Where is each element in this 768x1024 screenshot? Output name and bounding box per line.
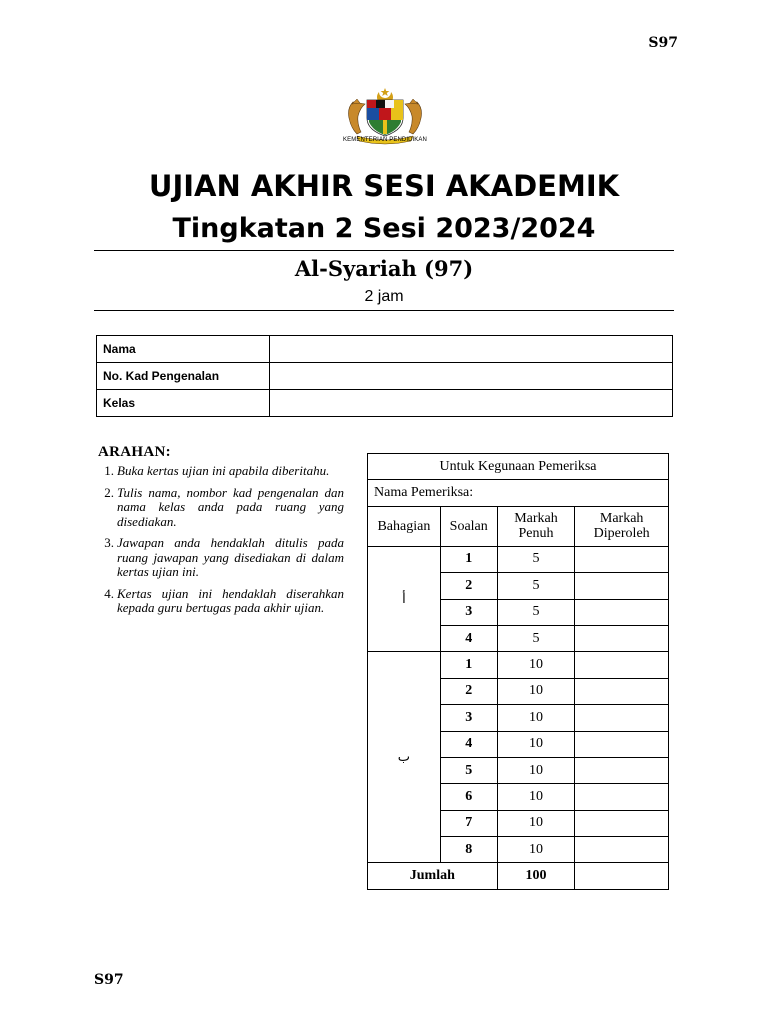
obtained-marks-cell[interactable] bbox=[575, 757, 669, 783]
obtained-marks-cell[interactable] bbox=[575, 837, 669, 863]
instruction-item bbox=[98, 587, 344, 616]
col-header-full-marks: Markah Penuh bbox=[497, 506, 575, 546]
section-label: أ bbox=[368, 546, 441, 652]
instruction-item bbox=[98, 486, 344, 530]
obtained-marks-cell[interactable] bbox=[575, 810, 669, 836]
info-row-name bbox=[97, 336, 673, 363]
instruction-number: 2. bbox=[104, 484, 114, 500]
col-header-question: Soalan bbox=[440, 506, 497, 546]
instructions-list bbox=[98, 464, 344, 616]
question-number: 2 bbox=[440, 573, 497, 599]
obtained-marks-cell[interactable] bbox=[575, 573, 669, 599]
question-number: 4 bbox=[440, 731, 497, 757]
examiner-name-label: Nama Pemeriksa: bbox=[368, 480, 669, 506]
exam-subtitle: Tingkatan 2 Sesi 2023/2024 bbox=[172, 213, 596, 244]
question-number: 5 bbox=[440, 757, 497, 783]
paper-code-bottom: S97 bbox=[94, 972, 124, 988]
full-marks: 5 bbox=[497, 573, 575, 599]
candidate-info-table bbox=[96, 335, 673, 417]
info-label: Kelas bbox=[97, 390, 270, 417]
instruction-text: Buka kertas ujian ini apabila diberitahu. bbox=[117, 463, 330, 478]
total-label: Jumlah bbox=[368, 863, 498, 889]
obtained-marks-cell[interactable] bbox=[575, 625, 669, 651]
question-number: 8 bbox=[440, 837, 497, 863]
instruction-number: 4. bbox=[104, 585, 114, 601]
question-number: 7 bbox=[440, 810, 497, 836]
instruction-number: 3. bbox=[104, 535, 114, 550]
obtained-marks-cell[interactable] bbox=[575, 784, 669, 810]
table-row bbox=[368, 546, 669, 572]
full-marks: 10 bbox=[497, 837, 575, 863]
col-header-obtained: Markah Diperoleh bbox=[575, 506, 669, 546]
paper-code-top: S97 bbox=[648, 35, 678, 51]
question-number: 3 bbox=[440, 599, 497, 625]
full-marks: 5 bbox=[497, 546, 575, 572]
section-label: ب bbox=[368, 652, 441, 863]
instruction-text: Tulis nama, nombor kad pengenalan dan nama kelas anda pada ruang yang disediakan. bbox=[117, 484, 344, 529]
full-marks: 10 bbox=[497, 810, 575, 836]
info-row-class bbox=[97, 390, 673, 417]
divider-top bbox=[94, 250, 674, 251]
info-label: Nama bbox=[97, 336, 270, 363]
full-marks: 10 bbox=[497, 705, 575, 731]
full-marks: 5 bbox=[497, 625, 575, 651]
total-full-marks: 100 bbox=[497, 863, 575, 889]
subject-title: Al-Syariah (97) bbox=[294, 256, 474, 281]
instruction-text: Jawapan anda hendaklah ditulis pada ruang jawapan yang disediakan di dalam kertas ujian ini. bbox=[117, 535, 344, 579]
obtained-marks-cell[interactable] bbox=[575, 599, 669, 625]
obtained-marks-cell[interactable] bbox=[575, 546, 669, 572]
examiner-marks-table bbox=[367, 453, 669, 890]
name-field[interactable] bbox=[270, 336, 673, 363]
info-row-ic bbox=[97, 363, 673, 390]
ministry-caption: KEMENTERIAN PENDIDIKAN bbox=[343, 137, 427, 143]
marks-table-body bbox=[368, 546, 669, 863]
total-obtained-cell[interactable] bbox=[575, 863, 669, 889]
full-marks: 10 bbox=[497, 757, 575, 783]
full-marks: 10 bbox=[497, 731, 575, 757]
exam-title: UJIAN AKHIR SESI AKADEMIK bbox=[148, 169, 620, 203]
full-marks: 5 bbox=[497, 599, 575, 625]
question-number: 6 bbox=[440, 784, 497, 810]
question-number: 2 bbox=[440, 678, 497, 704]
question-number: 1 bbox=[440, 546, 497, 572]
obtained-marks-cell[interactable] bbox=[575, 705, 669, 731]
instruction-item bbox=[98, 464, 344, 479]
ic-number-field[interactable] bbox=[270, 363, 673, 390]
instruction-text: Kertas ujian ini hendaklah diserahkan kepada guru bertugas pada akhir ujian. bbox=[117, 585, 344, 615]
question-number: 4 bbox=[440, 625, 497, 651]
class-field[interactable] bbox=[270, 390, 673, 417]
obtained-marks-cell[interactable] bbox=[575, 678, 669, 704]
divider-bottom bbox=[94, 310, 674, 311]
instruction-number: 1. bbox=[104, 463, 114, 478]
full-marks: 10 bbox=[497, 678, 575, 704]
obtained-marks-cell[interactable] bbox=[575, 652, 669, 678]
info-label: No. Kad Pengenalan bbox=[97, 363, 270, 390]
instructions-heading: ARAHAN: bbox=[98, 444, 171, 460]
exam-duration: 2 jam bbox=[364, 288, 404, 305]
instructions bbox=[98, 444, 344, 623]
table-row bbox=[368, 652, 669, 678]
question-number: 1 bbox=[440, 652, 497, 678]
obtained-marks-cell[interactable] bbox=[575, 731, 669, 757]
col-header-section: Bahagian bbox=[368, 506, 441, 546]
question-number: 3 bbox=[440, 705, 497, 731]
full-marks: 10 bbox=[497, 652, 575, 678]
full-marks: 10 bbox=[497, 784, 575, 810]
marks-table-title: Untuk Kegunaan Pemeriksa bbox=[368, 454, 669, 480]
instruction-item bbox=[98, 536, 344, 580]
